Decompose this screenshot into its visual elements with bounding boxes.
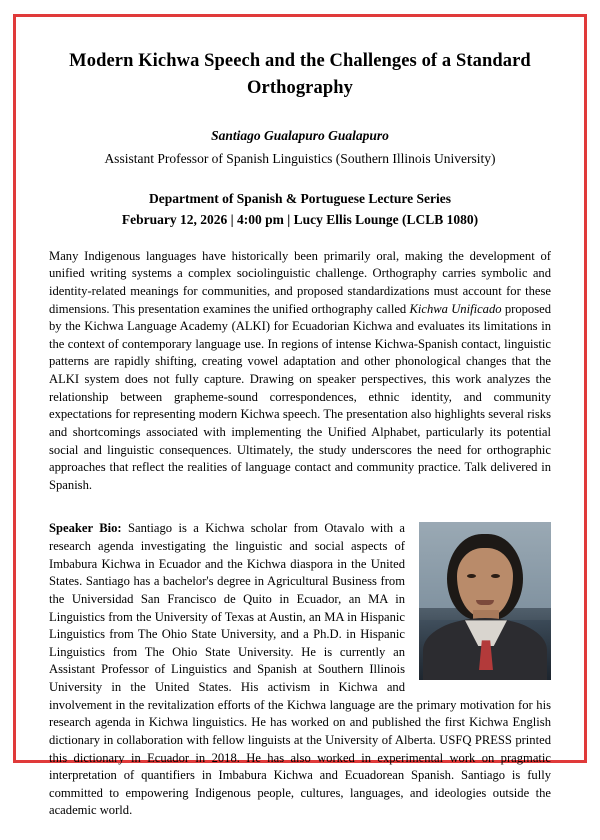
speaker-portrait-photo (419, 522, 551, 680)
speaker-bio-text: Santiago is a Kichwa scholar from Otavalo with a research agenda investigating the linguistic and social aspects of Imbabura Kichwa in Ecuador and the Kichwa diaspora in the United States. Santiago has a bachelor's degree in Agricultural Business from the Universidad San Francisco de Quito in Ecuador, an MA in Linguistics from the University of Texas at Austin, an MA in Hispanic Linguistics from The Ohio State University, and a Ph.D. in Hispanic Linguistics from The Ohio State University. He is currently an Assistant Professor of Linguistics and Spanish at Southern Illinois University in the United States. His activism in Kichwa and involvement in the revitalization efforts of the Kichwa language are the primary motivation for his research agenda in Kichwa linguistics. He has worked on and published the first Kichwa English dictionary in collaboration with fellow linguists at the University of Alberta. USFQ PRESS printed this dictionary in Ecuador in 2018. He has also worked in experimental work on pragmatic interpretation of quantifiers in Imbabura Kichwa and Ecuadorean Spanish. Santiago is fully committed to empowering Indigenous people, cultures, languages, and ideologies outside the academic world. (49, 521, 551, 818)
page-title: Modern Kichwa Speech and the Challenges of a Standard Orthography (69, 51, 531, 98)
abstract-part-2: proposed by the Kichwa Language Academy (ALKI) for Ecuadorian Kichwa and evaluates its limitations in the context of contemporary language use. In regions of intense Kichwa-Spanish contact, linguistic patterns are rapidly shifting, creating vowel adaptation and other phonological changes that the ALKI system does not fully capture. Drawing on speaker perspectives, this work analyzes the relationship between grapheme-sound correspondences, ethnic identity, and community expectations for representing modern Kichwa speech. The presentation also highlights several risks and shortcomings associated with implementing the Unified Alphabet, particularly its potential social and linguistic consequences. Ultimately, the study underscores the need for orthographic approaches that reflect the realities of language contact and community practice. Talk delivered in Spanish. (49, 301, 551, 492)
speaker-name: Santiago Gualapuro Gualapuro (211, 127, 389, 143)
event-details: February 12, 2026 | 4:00 pm | Lucy Ellis Lounge (LCLB 1080) (121, 211, 479, 227)
abstract-italic-term: Kichwa Unificado (409, 301, 502, 316)
flyer-content (13, 14, 587, 840)
speaker-affiliation: Assistant Professor of Spanish Linguistics (Southern Illinois University) (104, 150, 496, 166)
speaker-bio-label: Speaker Bio: (49, 521, 122, 536)
abstract-part-1: Many Indigenous languages have historically been primarily oral, making the development of unified writing systems a complex sociolinguistic challenge. Orthography carries symbolic and identity-related meanings for communities, and proposed standardizations must account for these dimensions. This presentation examines the unified orthography called (49, 248, 551, 316)
abstract-paragraph (49, 248, 551, 495)
speaker-bio-block (49, 520, 551, 820)
lecture-series-name: Department of Spanish & Portuguese Lecture Series (149, 190, 451, 206)
